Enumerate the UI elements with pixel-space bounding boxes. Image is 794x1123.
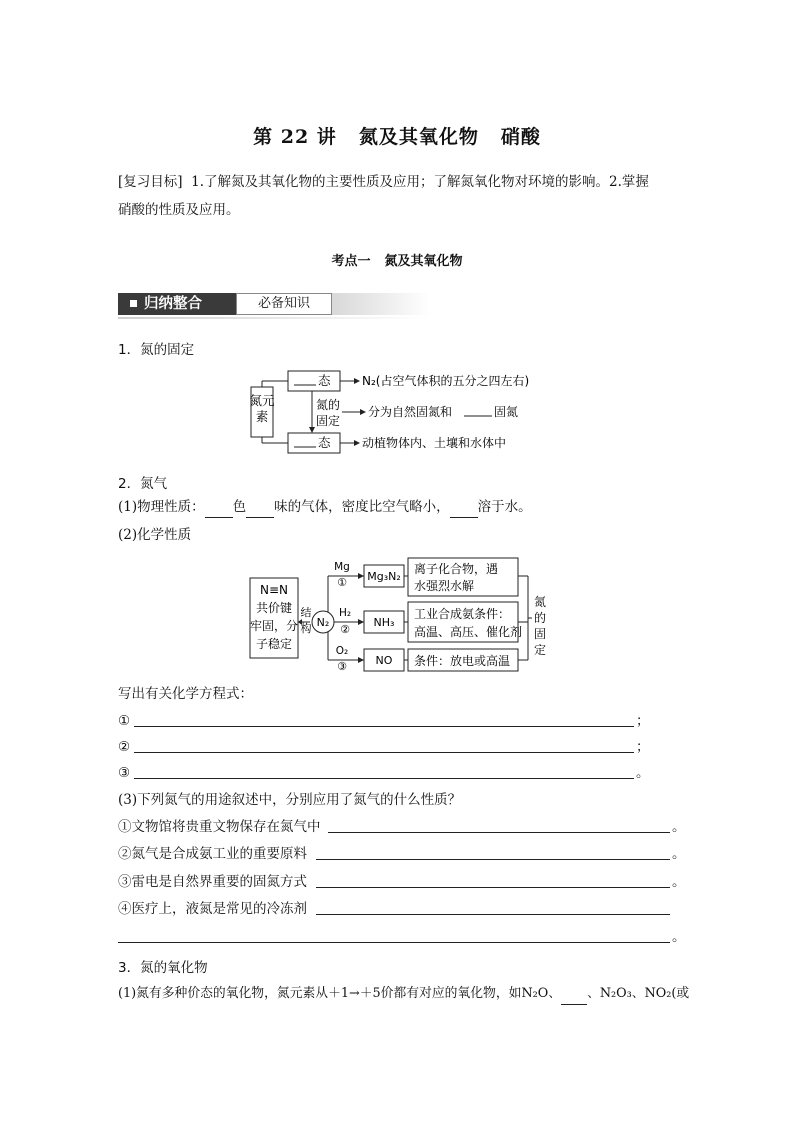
- section-2-heading: 2．氮气: [118, 476, 168, 492]
- state-box-2: [288, 433, 340, 453]
- equation-3-number: ③: [118, 765, 131, 781]
- use-4-text: ④医疗上，液氮是常见的冷冻剂: [118, 901, 307, 917]
- summary-banner: [118, 293, 430, 319]
- reaction-1-number: ①: [337, 576, 347, 589]
- product-mg3n2: Mg₃N₂: [367, 570, 401, 583]
- reagent-mg: Mg: [334, 561, 350, 573]
- banner-sub: 必备知识: [236, 293, 332, 315]
- blank-oxide: [561, 990, 587, 1005]
- use-1-text: ①文物馆将贵重文物保存在氮气中: [118, 819, 321, 835]
- equation-2-number: ②: [118, 739, 131, 755]
- use-4-blank-b[interactable]: [118, 942, 670, 943]
- reaction-2-number: ②: [340, 623, 350, 636]
- blank-solubility: [450, 503, 478, 518]
- reagent-h2: H₂: [338, 607, 352, 619]
- section-1-heading: 1．氮的固定: [118, 342, 195, 358]
- oxides-line-1: (1)氮有多种价态的氧化物，氮元素从＋1→＋5价都有对应的氧化物，如N₂O、 、N₂O₃、NO₂(或: [118, 983, 689, 1005]
- structure-char-2: 构: [300, 622, 312, 635]
- side-char-1: 氮: [533, 595, 547, 609]
- square-bullet-icon: [130, 300, 137, 307]
- product-no: NO: [375, 654, 393, 667]
- use-1-blank[interactable]: [328, 832, 670, 833]
- reagent-o2: O₂: [335, 645, 349, 657]
- element-char-2: 素: [255, 409, 269, 424]
- note-1-line-1: 离子化合物，遇: [414, 562, 499, 576]
- banner-main: 归纳整合: [118, 293, 236, 315]
- equation-1-blank[interactable]: [134, 726, 634, 727]
- state-box-1: [288, 371, 340, 391]
- equation-1-end: ；: [636, 713, 650, 729]
- product-nh3: NH₃: [373, 616, 395, 629]
- side-char-3: 固: [533, 627, 547, 641]
- bond-line-4: 子稳定: [255, 637, 293, 651]
- chemical-properties-heading: (2)化学性质: [118, 527, 192, 543]
- element-char-1: 氮元: [249, 393, 275, 408]
- fixation-char-2: 固定: [316, 414, 341, 428]
- note-3-line-1: 条件：放电或高温: [414, 654, 511, 668]
- bond-line-1: N≡N: [259, 583, 289, 597]
- side-char-4: 定: [533, 643, 547, 657]
- equation-2-blank[interactable]: [134, 752, 634, 753]
- equation-2-end: ；: [636, 739, 650, 755]
- lecture-number: 第 22 讲: [253, 126, 337, 148]
- nitrogen-reactions-diagram: [246, 556, 556, 674]
- equation-1-number: ①: [118, 713, 131, 729]
- fixation-char-1: 氮的: [316, 398, 341, 412]
- banner-divider: [118, 317, 430, 319]
- lecture-topic-2: 硝酸: [500, 126, 541, 148]
- lecture-topic: 氮及其氧化物: [358, 126, 479, 148]
- review-tag: [复习目标]: [118, 174, 183, 190]
- blank-smell: [246, 503, 274, 518]
- physical-properties: (1)物理性质： 色 味的气体，密度比空气略小， 溶于水。: [118, 496, 532, 518]
- note-1-line-2: 水强烈水解: [414, 579, 475, 593]
- use-2-blank[interactable]: [316, 859, 670, 860]
- nitrogen-fixation-diagram: [240, 365, 560, 459]
- note-2-line-2: 高温、高压、催化剂: [414, 625, 523, 639]
- use-3-blank[interactable]: [316, 887, 670, 888]
- review-line-1: 1.了解氮及其氧化物的主要性质及应用；了解氮氧化物对环境的影响。2.掌握: [191, 174, 649, 190]
- side-char-2: 的: [533, 611, 547, 625]
- use-4-blank-a[interactable]: [316, 914, 670, 915]
- state-2-description: 动植物体内、土壤和水体中: [362, 436, 507, 450]
- use-2-end: 。: [672, 846, 686, 862]
- fixation-description-a: 分为自然固氮和: [368, 405, 453, 419]
- reaction-3-number: ③: [337, 660, 347, 673]
- write-equations-prompt: 写出有关化学方程式：: [118, 686, 253, 702]
- review-line-2: 硝酸的性质及应用。: [118, 202, 240, 218]
- note-2-line-1: 工业合成氨条件：: [414, 607, 511, 621]
- state-1-label: 态: [318, 373, 331, 388]
- use-4-end: 。: [672, 929, 686, 945]
- use-1-end: 。: [672, 819, 686, 835]
- state-1-description: N₂(占空气体积的五分之四左右): [362, 374, 530, 388]
- uses-heading: (3)下列氮气的用途叙述中，分别应用了氮气的什么性质？: [118, 792, 462, 808]
- structure-char-1: 结: [300, 606, 312, 619]
- section-heading-kaodian: 考点一 氮及其氧化物: [331, 254, 463, 269]
- blank-color: [205, 503, 233, 518]
- use-2-text: ②氮气是合成氨工业的重要原料: [118, 846, 307, 862]
- page-title: [0, 122, 794, 149]
- use-3-text: ③雷电是自然界重要的固氮方式: [118, 874, 307, 890]
- bond-line-2: 共价键: [255, 601, 293, 615]
- use-3-end: 。: [672, 874, 686, 890]
- bond-line-3: 牢固，分: [249, 619, 299, 633]
- state-2-label: 态: [318, 435, 331, 450]
- fixation-description-b: 固氮: [494, 405, 519, 419]
- n2-label: N₂: [316, 616, 330, 629]
- equation-3-end: 。: [636, 765, 650, 781]
- equation-3-blank[interactable]: [134, 778, 634, 779]
- review-objectives: [118, 171, 649, 193]
- section-3-heading: 3．氮的氧化物: [118, 960, 208, 976]
